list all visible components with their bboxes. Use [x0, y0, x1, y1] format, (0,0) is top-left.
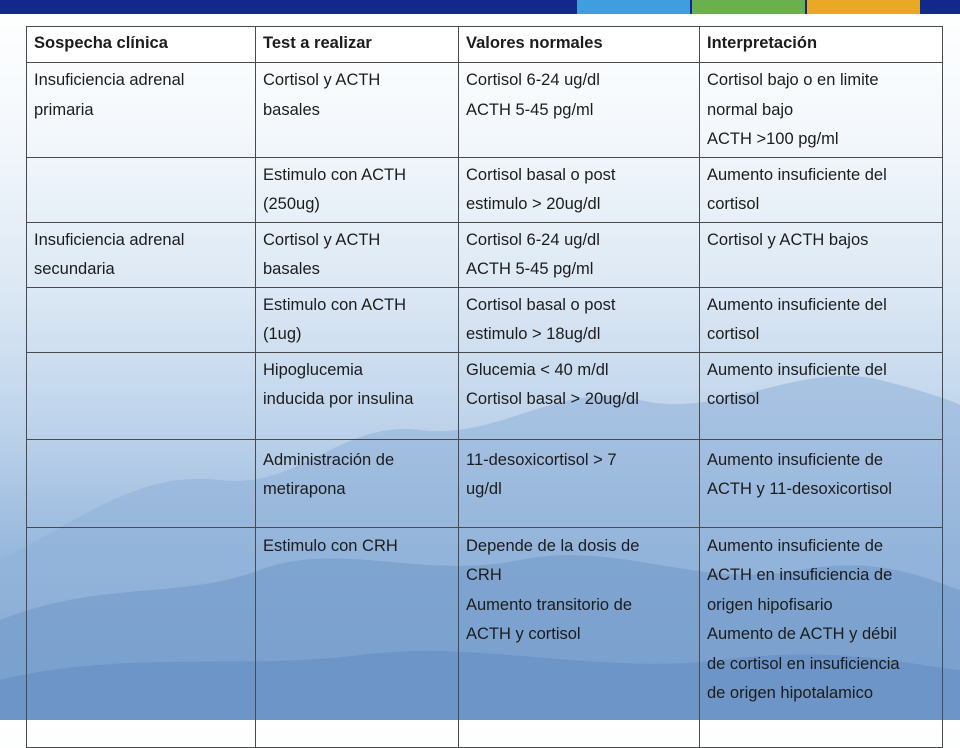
cell-line: ACTH >100 pg/ml — [707, 130, 839, 148]
cell-line: cortisol — [707, 195, 760, 213]
table-row — [27, 287, 943, 352]
cell-test — [256, 287, 459, 352]
cell-line: Cortisol y ACTH — [263, 230, 381, 249]
cell-interpretacion — [700, 352, 943, 439]
table-row — [27, 439, 943, 527]
cell-line: Aumento insuficiente de — [707, 536, 884, 555]
cell-line: inducida por insulina — [263, 390, 414, 408]
cell-valores — [459, 439, 700, 527]
cell-line: Cortisol bajo o en limite — [707, 71, 879, 89]
cell-valores — [459, 527, 700, 747]
cell-line: (1ug) — [263, 325, 302, 343]
cell-line: secundaria — [34, 260, 115, 278]
cell-line: Aumento transitorio de — [466, 595, 633, 614]
cell-line: de cortisol en insuficiencia — [707, 654, 900, 673]
table-row — [27, 527, 943, 747]
cell-test — [256, 352, 459, 439]
cell-line: 11-desoxicortisol > 7 — [466, 450, 617, 469]
header-test: Test a realizar — [256, 27, 459, 63]
table-row — [27, 222, 943, 287]
cell-line: Aumento insuficiente del — [707, 360, 887, 379]
cell-line: Aumento insuficiente del — [707, 165, 887, 184]
cell-line: normal bajo — [707, 100, 794, 119]
header-row — [27, 27, 943, 63]
cell-line: basales — [263, 100, 320, 119]
cell-line: cortisol — [707, 390, 760, 408]
header-interpretacion: Interpretación — [700, 27, 943, 63]
cell-valores — [459, 287, 700, 352]
cell-line: ACTH 5-45 pg/ml — [466, 260, 594, 278]
cell-line: Hipoglucemia — [263, 360, 363, 379]
cell-sospecha — [27, 63, 256, 158]
cell-line: Insuficiencia adrenal — [34, 71, 185, 89]
cell-line: ACTH en insuficiencia de — [707, 566, 893, 584]
cell-line: origen hipofisario — [707, 595, 833, 614]
table-row — [27, 63, 943, 158]
cell-sospecha — [27, 287, 256, 352]
cell-line: de origen hipotalamico — [707, 684, 874, 702]
cell-sospecha — [27, 352, 256, 439]
cell-line: Administración de — [263, 450, 395, 469]
cell-valores — [459, 157, 700, 222]
cell-line: Estimulo con ACTH — [263, 165, 407, 184]
cell-valores — [459, 352, 700, 439]
cell-line: estimulo > 20ug/dl — [466, 195, 601, 213]
clinical-table — [26, 26, 943, 748]
cell-test — [256, 222, 459, 287]
cell-interpretacion — [700, 157, 943, 222]
cell-line: Estimulo con ACTH — [263, 295, 407, 314]
cell-valores — [459, 222, 700, 287]
cell-sospecha — [27, 439, 256, 527]
cell-line: Depende de la dosis de — [466, 536, 640, 555]
cell-line: ACTH y cortisol — [466, 625, 581, 643]
cell-line: ACTH 5-45 pg/ml — [466, 100, 594, 119]
cell-line: Aumento de ACTH y débil — [707, 625, 897, 643]
cell-line: Aumento insuficiente del — [707, 295, 887, 314]
cell-line: Cortisol y ACTH bajos — [707, 230, 869, 249]
cell-line: Cortisol 6-24 ug/dl — [466, 230, 600, 249]
cell-test — [256, 439, 459, 527]
header-valores: Valores normales — [459, 27, 700, 63]
cell-sospecha — [27, 527, 256, 747]
cell-line: Aumento insuficiente de — [707, 450, 884, 469]
cell-line: Cortisol basal o post — [466, 165, 616, 184]
cell-sospecha — [27, 222, 256, 287]
cell-interpretacion — [700, 222, 943, 287]
cell-line: estimulo > 18ug/dl — [466, 325, 601, 343]
cell-interpretacion — [700, 527, 943, 747]
cell-line: Glucemia < 40 m/dl — [466, 360, 609, 379]
cell-line: ACTH y 11-desoxicortisol — [707, 480, 892, 498]
cell-line: Cortisol 6-24 ug/dl — [466, 71, 600, 89]
cell-line: Insuficiencia adrenal — [34, 230, 185, 249]
cell-line: basales — [263, 260, 320, 278]
cell-line: metirapona — [263, 480, 346, 498]
cell-test — [256, 157, 459, 222]
cell-line: primaria — [34, 100, 94, 119]
cell-interpretacion — [700, 287, 943, 352]
cell-interpretacion — [700, 63, 943, 158]
table-row — [27, 157, 943, 222]
cell-test — [256, 63, 459, 158]
header-sospecha: Sospecha clínica — [27, 27, 256, 63]
cell-line: cortisol — [707, 325, 760, 343]
cell-line: ug/dl — [466, 480, 502, 498]
cell-line: (250ug) — [263, 195, 320, 213]
cell-line: Cortisol basal > 20ug/dl — [466, 390, 639, 408]
cell-line: CRH — [466, 566, 502, 584]
table-row — [27, 352, 943, 439]
cell-line: Cortisol y ACTH — [263, 71, 381, 89]
cell-valores — [459, 63, 700, 158]
cell-interpretacion — [700, 439, 943, 527]
cell-test — [256, 527, 459, 747]
cell-line: Cortisol basal o post — [466, 295, 616, 314]
cell-line: Estimulo con CRH — [263, 536, 398, 555]
cell-sospecha — [27, 157, 256, 222]
